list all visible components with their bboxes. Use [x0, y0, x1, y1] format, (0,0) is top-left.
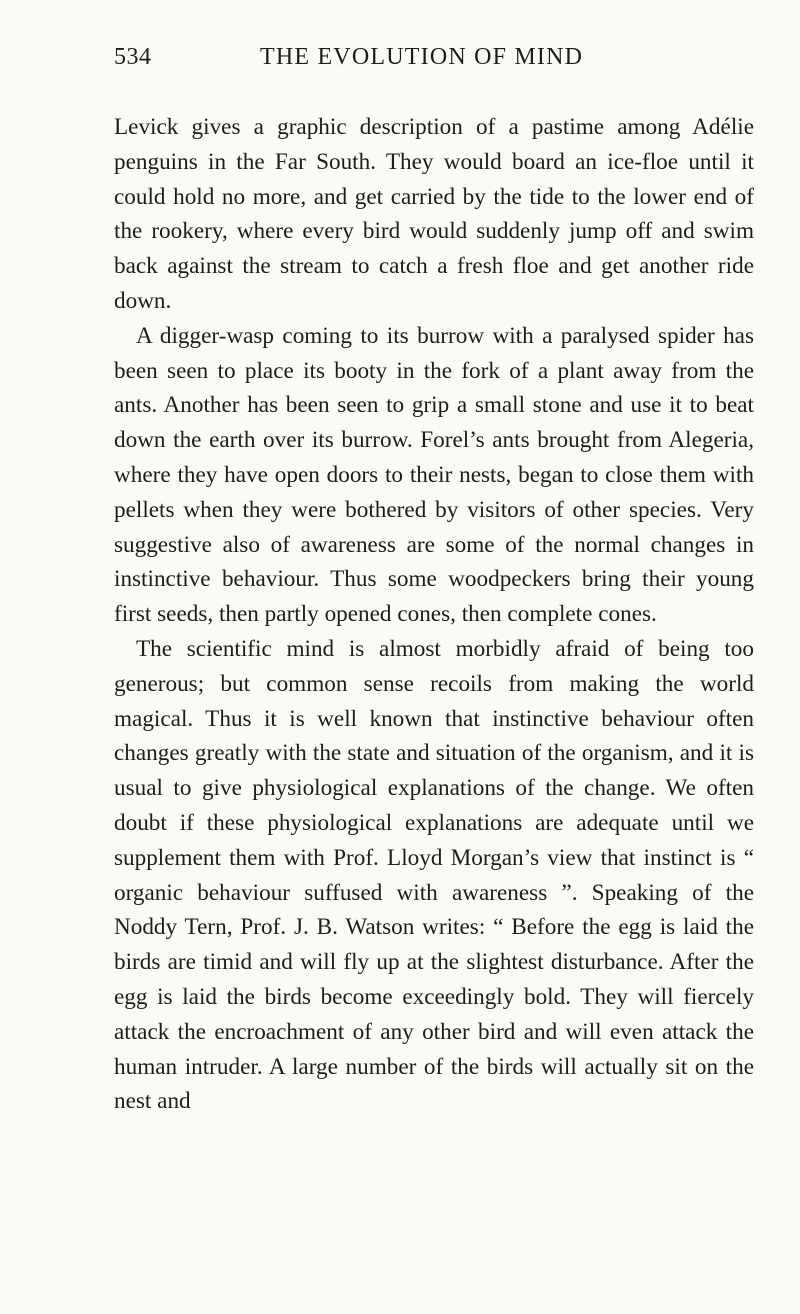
body-text — [114, 110, 754, 1119]
paragraph-scientific-mind: The scientific mind is almost morbidly afraid of being too generous; but common sense recoils from making the world magical. Thus it is well known that instinctive behaviour often changes greatly with the state and situation of the organism, and it is usual to give physiological explanations of the change. We often doubt if these physiological explanations are adequate until we supplement them with Prof. Lloyd Morgan’s view that instinct is “ organic behaviour suffused with awareness ”. Speaking of the Noddy Tern, Prof. J. B. Watson writes: “ Before the egg is laid the birds are timid and will fly up at the slightest disturbance. After the egg is laid the birds become exceedingly bold. They will fiercely attack the encroachment of any other bird and will even attack the human intruder. A large number of the birds will actually sit on the nest and — [114, 635, 754, 1115]
page-number: 534 — [114, 44, 152, 70]
page-header — [114, 44, 754, 88]
paragraph-penguins: Levick gives a graphic description of a pastime among Adélie penguins in the Far South. They would board an ice-floe until it could hold no more, and get carried by the tide to the lower end of the rookery, where every bird would suddenly jump off and swim back against the stream to catch a fresh floe and get another ride down. — [114, 114, 754, 314]
running-title: THE EVOLUTION OF MIND — [260, 44, 584, 70]
paragraph-digger-wasp: A digger-wasp coming to its burrow with a paralysed spider has been seen to place its booty in the fork of a plant away from the ants. Another has been seen to grip a small stone and use it to beat down the earth over its burrow. Forel’s ants brought from Alegeria, where they have open doors to their nests, began to close them with pellets when they were bothered by visitors of other species. Very suggestive also of awareness are some of the normal changes in instinctive behaviour. Thus some woodpeckers bring their young first seeds, then partly opened cones, then complete cones. — [114, 322, 754, 628]
book-page — [114, 44, 754, 1119]
